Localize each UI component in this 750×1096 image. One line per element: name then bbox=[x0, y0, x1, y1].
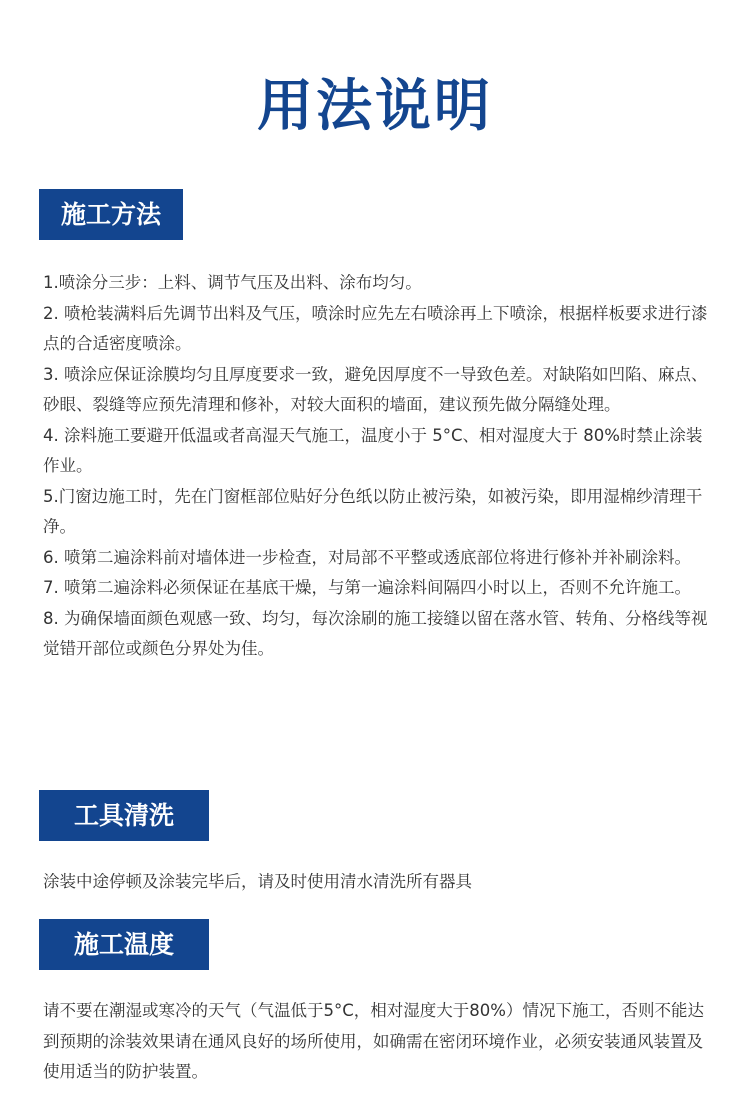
section-heading-construction-temperature: 施工温度 bbox=[39, 919, 209, 970]
section-heading-tool-cleaning: 工具清洗 bbox=[39, 790, 209, 841]
list-item: 4. 涂料施工要避开低温或者高湿天气施工，温度小于 5°C、相对湿度大于 80%时禁止涂装作业。 bbox=[43, 425, 703, 475]
section-heading-construction-method: 施工方法 bbox=[39, 189, 183, 240]
page-title: 用法说明 bbox=[257, 74, 493, 139]
construction-method-list bbox=[43, 268, 713, 665]
list-item: 6. 喷第二遍涂料前对墙体进一步检查，对局部不平整或透底部位将进行修补并补刷涂料。 bbox=[43, 547, 691, 567]
list-item: 7. 喷第二遍涂料必须保证在基底干燥，与第一遍涂料间隔四小时以上，否则不允许施工。 bbox=[43, 578, 691, 597]
tool-cleaning-text: 涂装中途停顿及涂装完毕后，请及时使用清水清洗所有器具 bbox=[43, 872, 472, 891]
list-item: 3. 喷涂应保证涂膜均匀且厚度要求一致，避免因厚度不一导致色差。对缺陷如凹陷、麻点、砂眼、裂缝等应预先清理和修补，对较大面积的墙面，建议预先做分隔缝处理。 bbox=[43, 364, 708, 414]
list-item: 2. 喷枪装满料后先调节出料及气压，喷涂时应先左右喷涂再上下喷涂，根据样板要求进行漆点的合适密度喷涂。 bbox=[43, 303, 708, 353]
list-item: 5.门窗边施工时，先在门窗框部位贴好分色纸以防止被污染，如被污染，即用湿棉纱清理干净。 bbox=[43, 486, 703, 536]
construction-temperature-text: 请不要在潮湿或寒冷的天气（气温低于5°C，相对湿度大于80%）情况下施工，否则不能达到预期的涂装效果请在通风良好的场所使用，如确需在密闭环境作业，必须安装通风装置及使用适当的防护装置。 bbox=[43, 1001, 704, 1081]
list-item: 1.喷涂分三步：上料、调节气压及出料、涂布均匀。 bbox=[43, 273, 422, 292]
list-item: 8. 为确保墙面颜色观感一致、均匀，每次涂刷的施工接缝以留在落水管、转角、分格线等视觉错开部位或颜色分界处为佳。 bbox=[43, 608, 708, 658]
